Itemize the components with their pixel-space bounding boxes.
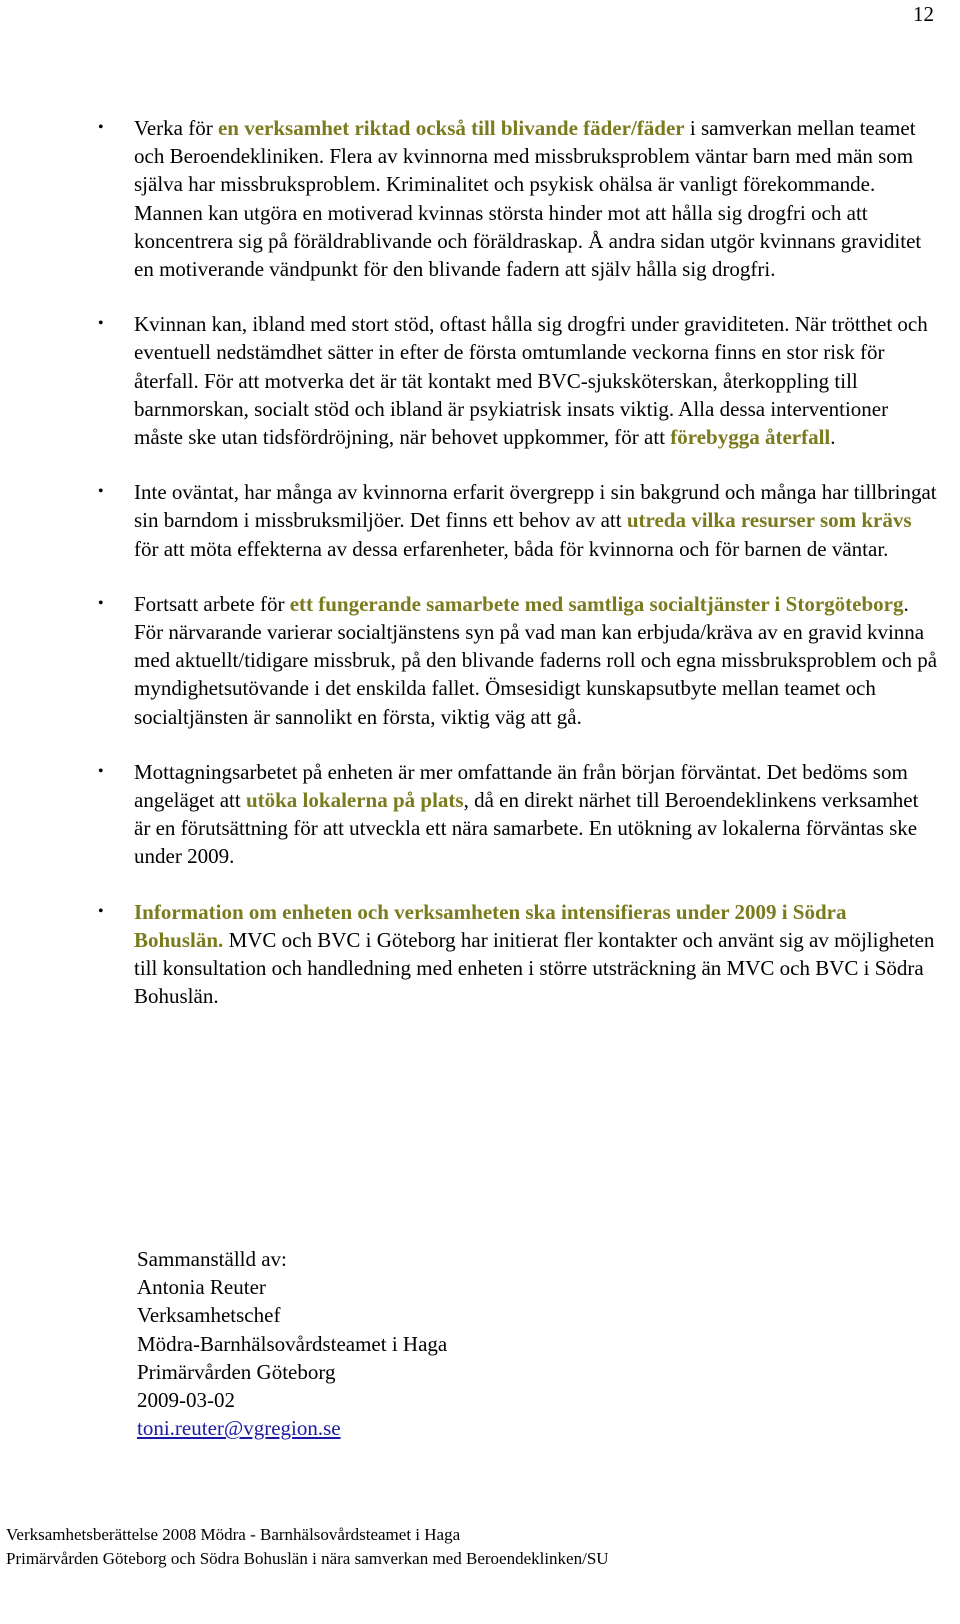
list-item [98,758,938,871]
highlight-text: utreda vilka resurser som krävs [626,508,912,533]
highlight-text: utöka lokalerna på plats [245,788,464,813]
list-item [98,310,938,451]
bullet-text: Verka för [134,116,218,140]
author-team: Mödra-Barnhälsovårdsteamet i Haga [137,1331,448,1356]
bullet-dot-icon: • [98,315,104,333]
list-item [98,590,938,731]
document-date: 2009-03-02 [137,1388,235,1413]
bullet-dot-icon: • [98,483,104,501]
highlight-text: ett fungerande samarbete med samtliga socialtjänster i Storgöteborg [289,591,904,616]
author-name: Antonia Reuter [137,1275,266,1300]
signature-block [137,1245,447,1442]
bullet-list [98,114,938,1037]
list-item [98,478,938,563]
bullet-text: . [830,425,836,450]
bullet-text: Mottagningsarbetet på enheten är mer omfattande än från början förväntat. Det bedöms som angeläget att [134,759,908,813]
highlight-text: Information om enheten och verksamheten ska intensifieras under 2009 i Södra Bohuslän. [134,899,847,952]
bullet-text: Kvinnan kan, ibland med stort stöd, oftast hålla sig drogfri under graviditeten. När trötthet och eventuell nedstämdhet sätter in efter de första omtumlande veckorna finns en stor risk för återfall. För att motverka det är tät kontakt med BVC-sjuksköterskan, återkoppling till barnmorskan, socialt stöd och ibland är psykiatrisk insats viktig. Alla dessa interventioner måste ske utan tidsfördröjning, när behovet uppkommer, för att [134,312,928,450]
page-number: 12 [913,2,934,26]
email-link[interactable]: toni.reuter@vgregion.se [137,1416,341,1441]
highlight-text: en verksamhet riktad också till blivande fäder/fäder [217,116,685,140]
page-footer [6,1523,609,1571]
bullet-dot-icon: • [98,594,104,612]
bullet-dot-icon: • [98,119,104,136]
footer-line-1: Verksamhetsberättelse 2008 Mödra - Barnhälsovårdsteamet i Haga [6,1525,461,1544]
bullet-text: Fortsatt arbete för [134,591,290,616]
bullet-text: . För närvarande varierar socialtjänstens syn på vad man kan erbjuda/kräva av en gravid kvinna med aktuellt/tidigare missbruk, på den blivande faderns roll och egna missbruksproblem och på myndighetsutövande i det enskilda fallet. Ömsesidigt kunskapsutbyte mellan teamet och socialtjänsten är sannolikt en första, viktig väg att gå. [134,591,938,729]
bullet-text: , då en direkt närhet till Beroendeklinkens verksamhet är en förutsättning för att utveckla ett nära samarbete. En utökning av lokalerna förväntas ske under 2009. [134,788,919,869]
author-organization: Primärvården Göteborg [137,1359,336,1384]
list-item [98,114,938,283]
footer-line-2: Primärvården Göteborg och Södra Bohuslän i nära samverkan med Beroendeklinken/SU [6,1549,609,1568]
bullet-text: för att möta effekterna av dessa erfarenheter, båda för kvinnorna och för barnen de väntar. [134,536,889,561]
author-role: Verksamhetschef [137,1303,281,1328]
bullet-text: i samverkan mellan teamet och Beroendekliniken. Flera av kvinnorna med missbruksproblem väntar barn med män som själva har missbruksproblem. Kriminalitet och psykisk ohälsa är vanligt förekommande. Mannen kan utgöra en motiverad kvinnas största hinder mot att hålla sig drogfri och att koncentrera sig på föräldrablivande och föräldraskap. Å andra sidan utgör kvinnans graviditet en motiverande vändpunkt för den blivande fadern att själv hålla sig drogfri. [134,116,922,282]
highlight-text: förebygga återfall [670,425,831,450]
bullet-dot-icon: • [98,902,104,920]
bullet-text: MVC och BVC i Göteborg har initierat fler kontakter och använt sig av möjligheten till konsultation och handledning med enheten i större utsträckning än MVC och BVC i Södra Bohuslän. [134,927,935,1009]
signature-label: Sammanställd av: [137,1247,287,1271]
bullet-dot-icon: • [98,762,104,780]
list-item [98,898,938,1011]
bullet-text: Inte oväntat, har många av kvinnorna erfarit övergrepp i sin bakgrund och många har tillbringat sin barndom i missbruksmiljöer. Det finns ett behov av att [134,480,937,533]
